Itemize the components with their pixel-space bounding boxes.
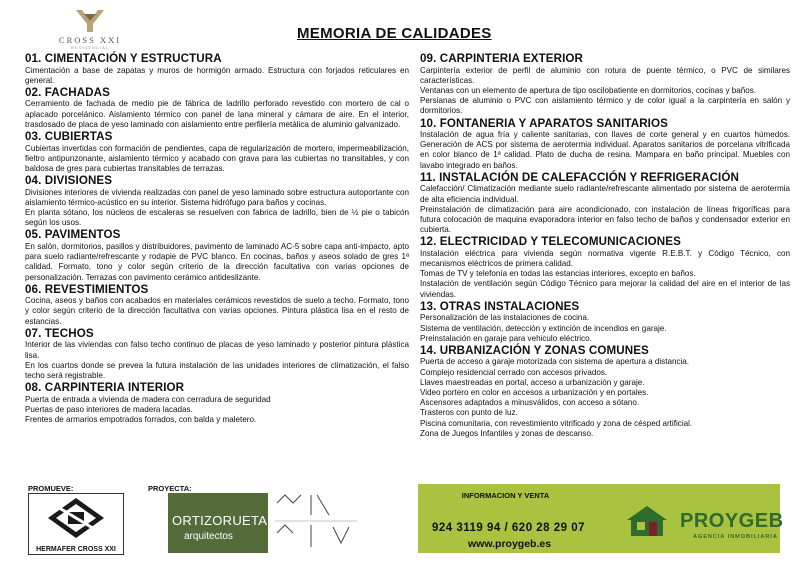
promueve-label: PROMUEVE: xyxy=(28,484,74,493)
section-paragraph: Instalación de agua fría y caliente sanitarias, con llaves de corte general y en cuartos húmedos. Generación de ACS por sistema de aerotermia individual. Aparatos sanitarios de porcelana vitrificada en color blanco de 1ª calidad. Plato de ducha de resina. Mampara en baño principal. Muebles con lavabo integrado en baños. xyxy=(420,130,790,170)
section-paragraph: Divisiones interiores de vivienda realizadas con panel de yeso laminado sobre estructura autoportante con aislamiento térmico-acústico en su interior. Sistema hidrófugo para baños y cocinas. xyxy=(25,187,409,207)
section-paragraph: En planta sótano, los núcleos de escaleras se resuelven con fabrica de ladrillo, bien de ½ pie o tabicón según los usos. xyxy=(25,208,409,228)
section-paragraph: En los cuartos donde se prevea la futura instalación de las unidades interiores de climatización, el falso techo será registrable. xyxy=(25,360,409,380)
section xyxy=(420,171,790,236)
section-paragraph: Zona de Juegos Infantiles y zonas de descanso. xyxy=(420,428,594,438)
section-title: 07. TECHOS xyxy=(25,326,94,340)
section-title: 02. FACHADAS xyxy=(25,85,110,99)
section-paragraph: Preinstalación en garaje para vehiculo eléctrico. xyxy=(420,333,592,343)
section xyxy=(420,344,790,439)
hermafer-logo xyxy=(28,493,124,555)
section-title: 10. FONTANERIA Y APARATOS SANITARIOS xyxy=(420,116,668,130)
section-paragraph: Ventanas con un elemento de apertura de tipo oscilobatiente en dormitorios, cocinas y baños. xyxy=(420,85,757,95)
section-paragraph: Puerta de entrada a vivienda de madera con cerradura de seguridad xyxy=(25,394,271,404)
section xyxy=(25,52,409,86)
section xyxy=(420,52,790,117)
section xyxy=(420,235,790,300)
ortizorueta-subtitle: arquitectos xyxy=(184,531,233,542)
section-title: 05. PAVIMENTOS xyxy=(25,228,121,242)
section xyxy=(25,283,409,327)
section-paragraph: Personalización de las instalaciones de cocina. xyxy=(420,313,590,323)
section-paragraph: Cocina, aseos y baños con acabados en materiales cerámicos revestidos de suelo a techo. Formato, tono y color según criterio de la dirección facultativa con varias opciones. Pintura plástica lisa en el resto de estancias. xyxy=(25,296,409,326)
promueve-name: HERMAFER CROSS XXI xyxy=(36,546,116,553)
section-paragraph: Puerta de acceso a garaje motorizada con sistema de apertura a distancia. xyxy=(420,357,690,367)
contact-phones: 924 3119 94 / 620 28 29 07 xyxy=(432,522,586,534)
section xyxy=(25,327,409,381)
section-paragraph: Instalación de ventilación según Código Técnico para mejorar la calidad del aire en el interior de las viviendas. xyxy=(420,279,790,299)
section-paragraph: Instalación eléctrica para vivienda según normativa vigente R.E.B.T. y Código Técnico, con mecanismos eléctricos de primera calidad. xyxy=(420,248,790,269)
section-paragraph: En salón, dormitorios, pasillos y distribuidores, pavimento de laminado AC-5 sobre capa anti-impacto, apto para suelo radiante/refrescante y rodapie de PVC blanco. En cocinas, baños y aseos solado de gres 1ª calidad. Formato, tono y color según criterio de la dirección facultativa con varias opciones de personalización. Terrazas con pavimento cerámico antideslizante. xyxy=(25,241,409,282)
martin-nolasco-logo xyxy=(271,493,361,553)
section xyxy=(420,117,790,171)
section-paragraph: Puertas de paso interiores de madera lacadas. xyxy=(25,404,193,414)
proyecta-label: PROYECTA: xyxy=(148,484,192,493)
section-title: 06. REVESTIMIENTOS xyxy=(25,282,149,296)
sales-info-panel xyxy=(418,484,784,553)
section xyxy=(25,86,409,130)
section xyxy=(25,130,409,174)
document-title: MEMORIA DE CALIDADES xyxy=(297,25,492,42)
left-column xyxy=(25,52,409,425)
info-label: INFORMACION Y VENTA xyxy=(461,491,550,500)
section-title: 01. CIMENTACIÓN Y ESTRUCTURA xyxy=(25,52,222,65)
section-title: 12. ELECTRICIDAD Y TELECOMUNICACIONES xyxy=(420,235,681,249)
proygeb-brand: PROYGEB xyxy=(680,510,784,532)
right-column xyxy=(420,52,790,439)
martin-nolasco-emblem-icon xyxy=(271,493,361,553)
section-paragraph: Sistema de ventilación, detección y extinción de incendios en garaje. xyxy=(420,323,667,333)
section-title: 11. INSTALACIÓN DE CALEFACCIÓN Y REFRIGERACIÓN xyxy=(420,170,739,184)
section-paragraph: Piscina comunitaria, con revestimiento vitrificado y zona de césped artificial. xyxy=(420,418,693,428)
section xyxy=(25,174,409,228)
house-logo-icon xyxy=(623,502,671,538)
section xyxy=(420,300,790,344)
section-paragraph: Cerramiento de fachada de medio pie de fábrica de ladrillo perforado revestido con mortero de cal o aplacado porcelánico. Aislamiento térmico con panel de lana mineral y cámara de aire. En el interior, trasdosado de placa de yeso laminado con aislamiento entre perfilería metálica de aluminio galvanizado. xyxy=(25,99,409,129)
section-paragraph: Frentes de armarios empotrados forrados, con balda y maletero. xyxy=(25,415,257,425)
section xyxy=(25,381,409,425)
section-title: 08. CARPINTERIA INTERIOR xyxy=(25,381,185,395)
ortizorueta-logo xyxy=(168,493,268,553)
section-paragraph: Trasteros con punto de luz. xyxy=(420,408,518,418)
section-paragraph: Tomas de TV y telefonía en todas las estancias interiores, excepto en baños. xyxy=(420,269,696,279)
section xyxy=(25,228,409,282)
ortizorueta-name: ORTIZORUETA xyxy=(172,513,268,528)
section-title: 09. CARPINTERIA EXTERIOR xyxy=(420,52,584,65)
website-link[interactable]: www.proygeb.es xyxy=(468,538,552,550)
hermafer-emblem-icon xyxy=(46,496,106,540)
section-paragraph: Preinstalación de climatización para aire acondicionado, con instalación de líneas frigoríficas para futura colocación de maquina evaporadora interior en falso techo de baños y condensador exterior en cubierta. xyxy=(420,204,790,235)
section-paragraph: Ascensores adaptados a minusválidos, con acceso a sótano. xyxy=(420,398,640,408)
logo-sub: RESIDENCIAL xyxy=(71,45,109,50)
proygeb-tagline: AGENCIA INMOBILIARIA xyxy=(693,534,778,540)
section-paragraph: Video portero en color en accesos a urbanización y en portales. xyxy=(420,388,649,398)
section-paragraph: Interior de las viviendas con falso techo continuo de placas de yeso laminado y posterior pintura plástica lisa. xyxy=(25,340,409,360)
section-paragraph: Llaves maestreadas en portal, acceso a urbanización y garaje. xyxy=(420,377,645,387)
section-title: 13. OTRAS INSTALACIONES xyxy=(420,299,580,313)
section-paragraph: Cubiertas invertidas con formación de pendientes, capa de regularización de mortero, impermeabilización, fieltro antipunzonante, aislamiento térmico y acabado con grava para las cubiertas no transitables, y con baldosa de gres para cubiertas transitables de terrazas. xyxy=(25,143,409,173)
section-paragraph: Persianas de aluminio o PVC con aislamiento térmico y de color igual a la carpintería en salón y dormitorios. xyxy=(420,96,790,116)
section-paragraph: Complejo residencial cerrado con accesos privados. xyxy=(420,367,608,377)
section-paragraph: Calefacción/ Climatización mediante suelo radiante/refrescante alimentado por sistema de aerotermia de alta eficiencia individual. xyxy=(420,184,790,204)
section-title: 03. CUBIERTAS xyxy=(25,130,113,144)
cross-xxi-emblem-icon xyxy=(72,8,108,34)
section-paragraph: Cimentación a base de zapatas y muros de hormigón armado. Estructura con forjados reticulares en general. xyxy=(25,65,409,85)
logo-brand: CROSS XXI xyxy=(58,35,122,45)
section-title: 04. DIVISIONES xyxy=(25,174,113,188)
section-title: 14. URBANIZACIÓN Y ZONAS COMUNES xyxy=(420,343,649,357)
section-paragraph: Carpintería exterior de perfil de aluminio con rotura de puente térmico, o PVC de similares características. xyxy=(420,65,790,85)
cross-xxi-logo xyxy=(55,8,125,50)
